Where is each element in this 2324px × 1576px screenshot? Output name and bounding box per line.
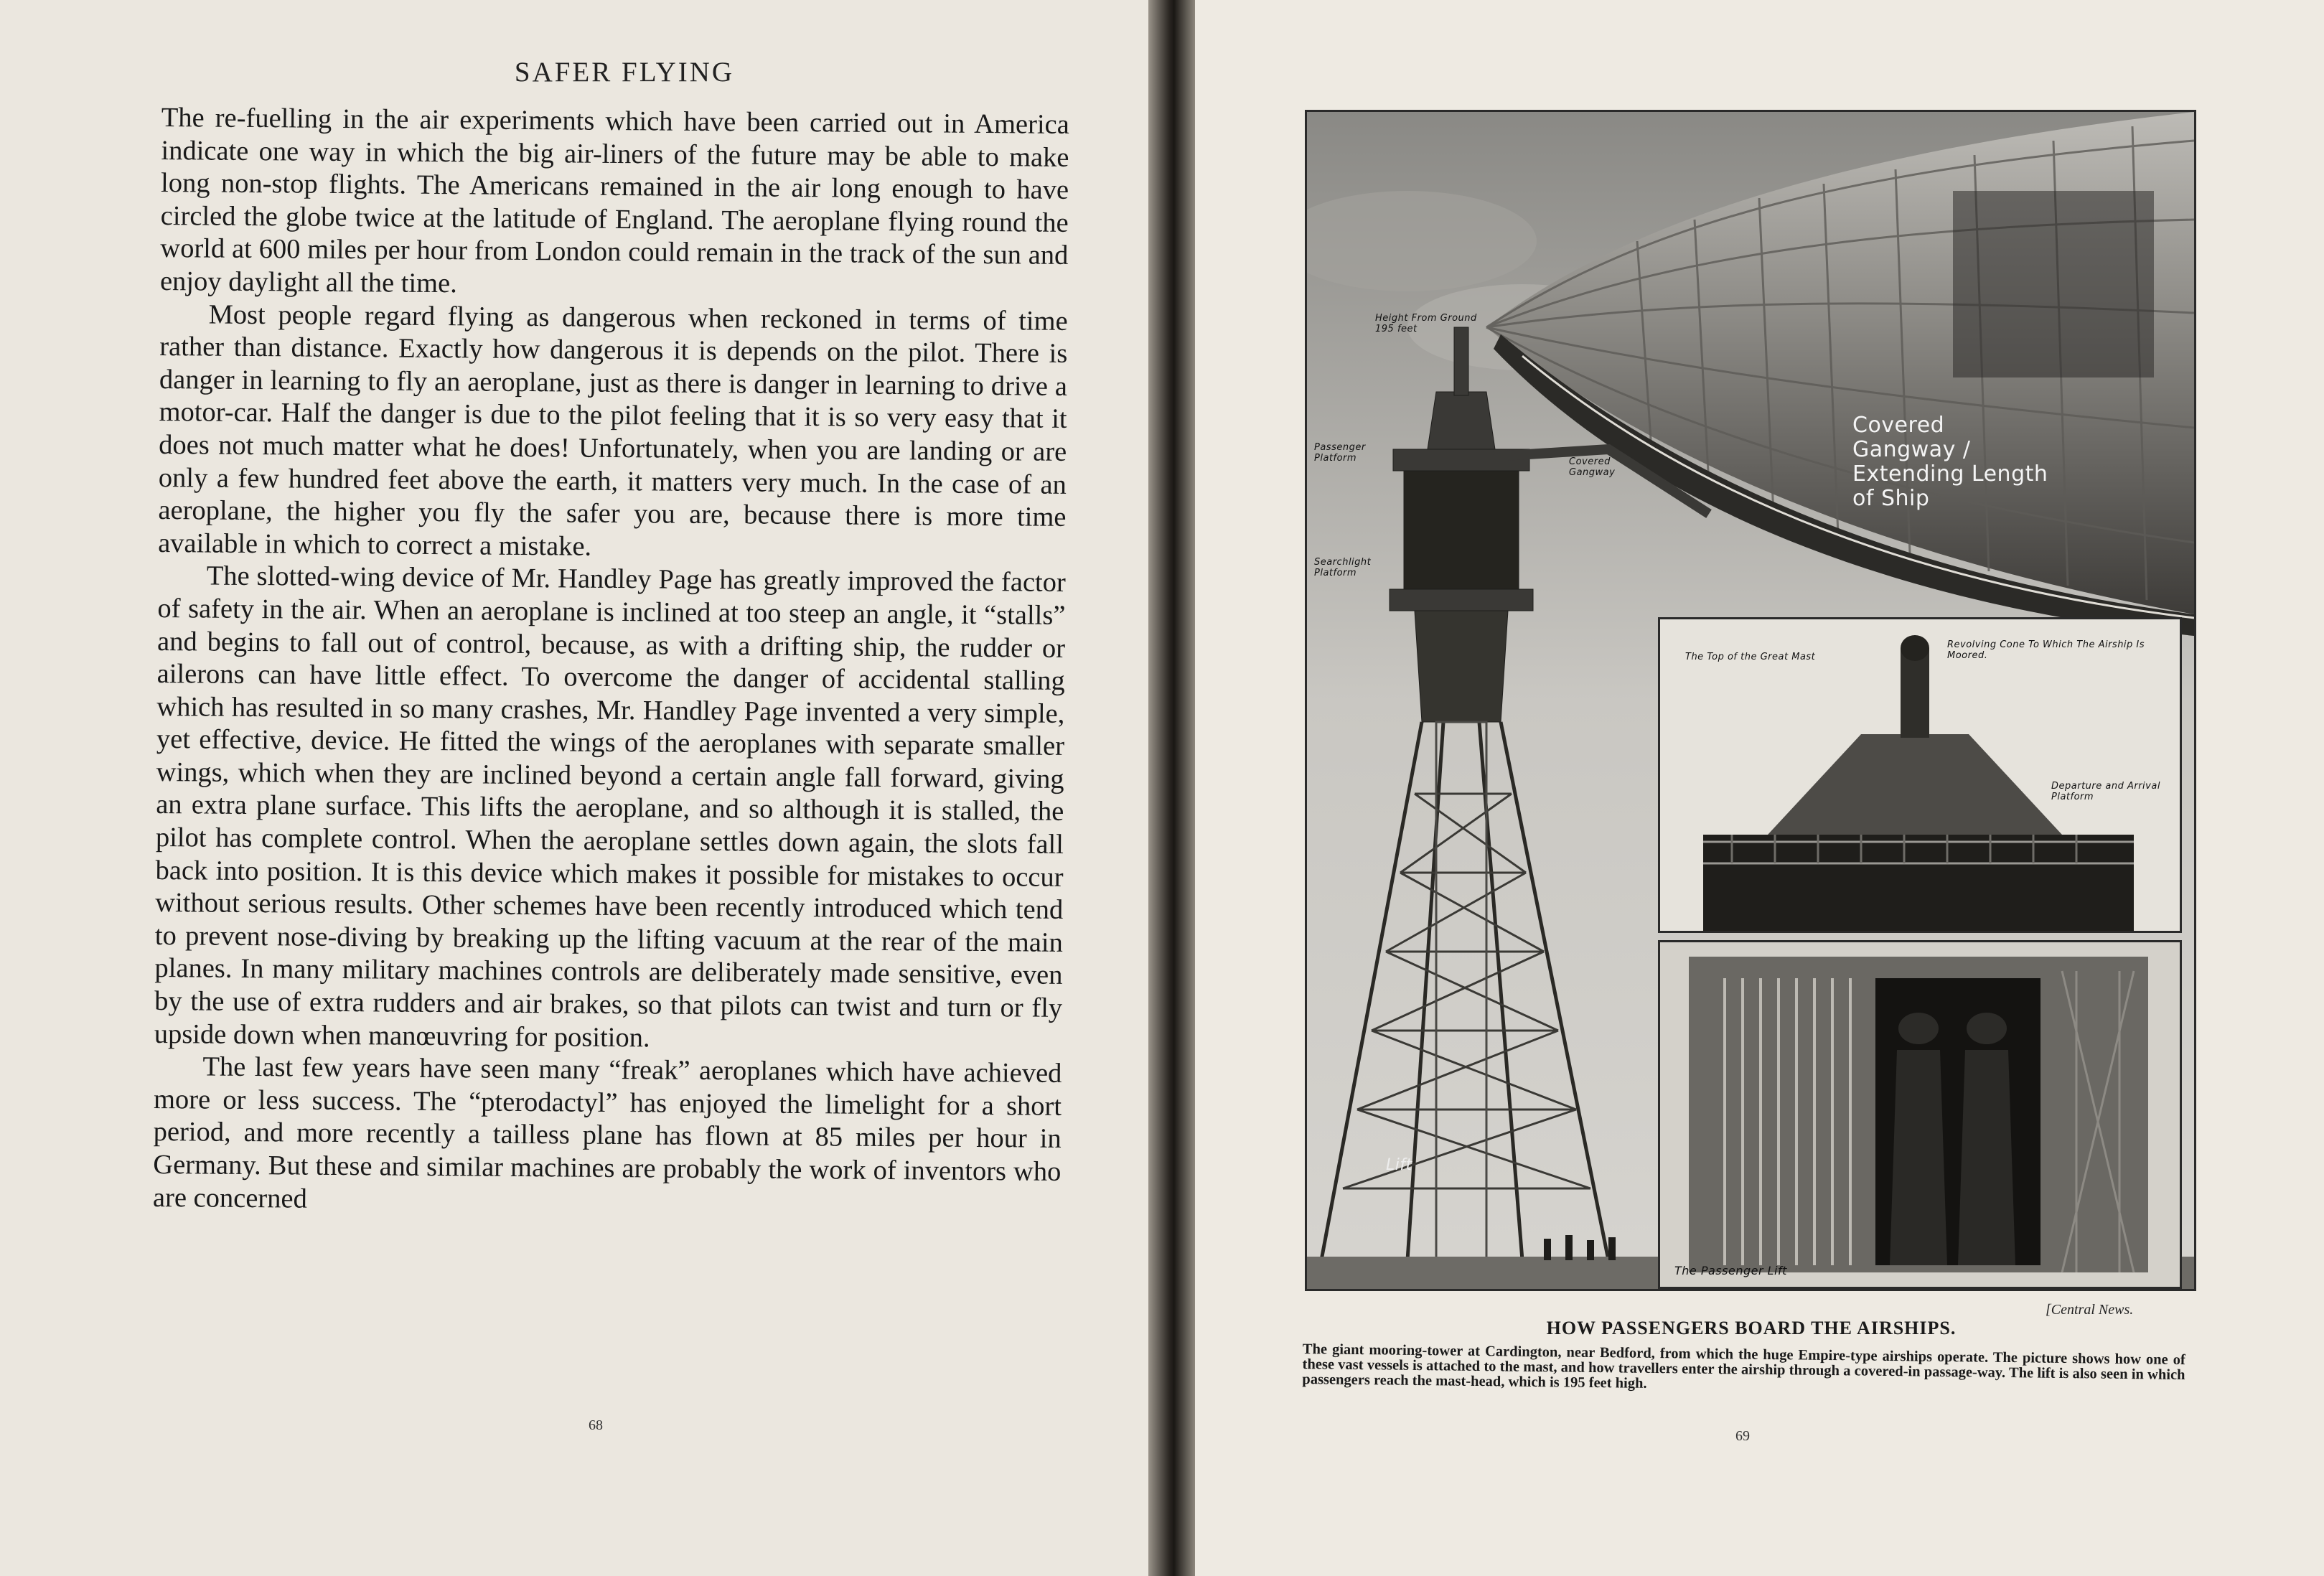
caption-body: The giant mooring-tower at Cardington, near Bedford, from which the huge Empire-type airships operate. The picture shows how one of these vast vessels is attached to the mast, and how travellers enter the airship through a covered-in passage-way. The lift is also seen in which passengers reach the mast-head, which is 195 feet high. <box>1302 1341 2185 1392</box>
label-revolving-cone: Revolving Cone To Which The Airship Is Moored. <box>1947 639 2145 661</box>
label-top-of-mast: The Top of the Great Mast <box>1685 652 1816 662</box>
paragraph-2: Most people regard flying as dangerous when reckoned in terms of time rather than distance. Exactly how dangerous it is depends on the pilot. There is danger in learning to fly an aeroplane, just as there is danger in learning to drive a motor-car. Half the danger is due to the pilot feeling that it is so very easy that it does not much matter what he does! Unfortunately, when you are landing or are only a few hundred feet above the earth, it matters very much. In the case of an aeroplane, the higher you fly the safer you are, because there is more time available in which to correct a mistake. <box>158 299 1068 562</box>
photo-credit: [Central News. <box>2046 1302 2134 1318</box>
paragraph-4: The last few years have seen many “freak” aeroplanes which have achieved more or less success. The “pterodactyl” has enjoyed the limelight for a short period, and more recently a tailless plane has flown at 85 miles per hour in Germany. But these and similar machines are probably the work of inventors who are concerned <box>152 1051 1062 1214</box>
passenger-lift-inset-photo <box>1658 940 2182 1289</box>
page-number-left: 68 <box>589 1417 603 1433</box>
mast-top-illustration <box>1660 619 2180 931</box>
label-lift: Lift <box>1386 1156 1412 1174</box>
paragraph-1: The re-fuelling in the air experiments which have been carried out in America indicate one way in which the big air-liners of the future may be able to make long non-stop flights. The Americans remained in the air long enough to have circled the globe twice at the latitude of England. The aeroplane flying round the world at 600 miles per hour from London could remain in the track of the sun and enjoy daylight all the time. <box>159 102 1069 299</box>
passenger-lift-illustration <box>1660 942 2180 1287</box>
mast-top-inset-photo <box>1658 617 2182 933</box>
left-page <box>0 0 1148 1576</box>
label-height: Height From Ground 195 feet <box>1375 313 1477 334</box>
label-covered-gangway: Covered Gangway <box>1569 456 1616 478</box>
label-passenger-lift: The Passenger Lift <box>1674 1264 1787 1277</box>
label-departure-platform: Departure and Arrival Platform <box>2051 781 2160 802</box>
label-passenger-platform: Passenger Platform <box>1314 442 1366 464</box>
book-gutter <box>1148 0 1195 1576</box>
caption-title: HOW PASSENGERS BOARD THE AIRSHIPS. <box>1546 1318 1957 1338</box>
label-searchlight-platform: Searchlight Platform <box>1314 557 1372 578</box>
paragraph-3: The slotted-wing device of Mr. Handley Page has greatly improved the factor of safety in the air. When an aeroplane is inclined at too steep an angle, it “stalls” and begins to fall out of control, because, as with a drifting ship, the rudder or ailerons can have little effect. To overcome the danger of accidental stalling which has resulted in so many crashes, Mr. Handley Page invented a very simple, yet effective, device. He fitted the wings of the aeroplanes with separate smaller wings, which when they are inclined beyond a certain angle fall forward, giving an extra plane surface. This lifts the aeroplane, and so although it is stalled, the pilot has complete control. When the aeroplane settles down again, the slots fall back into position. It is this device which makes it possible for mistakes to occur without serious results. Other schemes have been recently introduced which tend to prevent nose-diving by breaking up the lifting vacuum at the rear of the main planes. In many military machines controls are deliberately made sensitive, even by the use of extra rudders and air brakes, so that pilots can twist and turn or fly upside down when manœuvring for position. <box>154 560 1066 1054</box>
page-number-right: 69 <box>1735 1428 1750 1444</box>
label-covered-gangway-handwritten: Covered Gangway / Extending Length of Ship <box>1852 413 2048 511</box>
running-head: SAFER FLYING <box>514 57 735 88</box>
body-text <box>153 102 1069 1221</box>
